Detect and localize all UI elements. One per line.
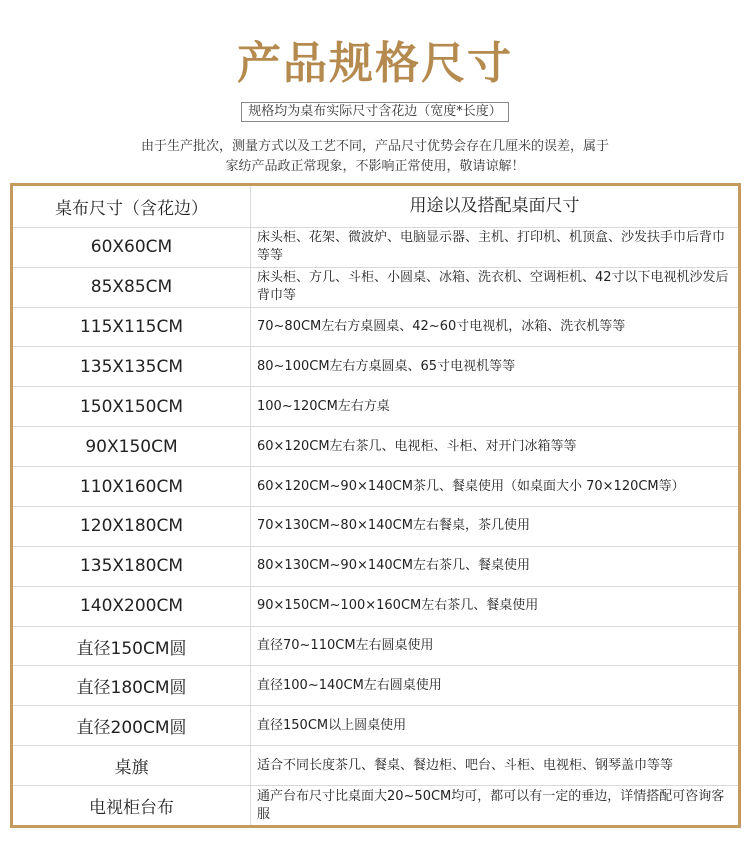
use-cell: 100~120CM左右方桌	[257, 398, 390, 414]
table-row	[13, 507, 738, 547]
use-cell: 直径100~140CM左右圆桌使用	[257, 677, 442, 693]
table-row	[13, 627, 738, 667]
table-row	[13, 587, 738, 627]
size-cell: 150X150CM	[13, 387, 251, 426]
size-cell: 115X115CM	[13, 308, 251, 347]
subtitle-wrap	[0, 100, 750, 122]
size-cell: 直径180CM圆	[13, 666, 251, 705]
size-cell: 90X150CM	[13, 427, 251, 466]
size-cell: 110X160CM	[13, 467, 251, 506]
table-row	[13, 228, 738, 268]
use-cell: 通产台布尺寸比桌面大20~50CM均可，都可以有一定的垂边，详情搭配可咨询客服	[257, 788, 725, 822]
use-cell: 70~80CM左右方桌圆桌、42~60寸电视机，冰箱、洗衣机等等	[257, 319, 626, 335]
size-cell: 60X60CM	[13, 228, 251, 267]
table-row	[13, 427, 738, 467]
use-cell: 适合不同长度茶几、餐桌、餐边柜、吧台、斗柜、电视柜、钢琴盖巾等等	[257, 757, 674, 773]
use-cell: 60×120CM左右茶几、电视柜、斗柜、对开门冰箱等等	[257, 438, 577, 454]
header-use: 用途以及搭配桌面尺寸	[409, 196, 580, 217]
table-row	[13, 347, 738, 387]
size-cell: 135X135CM	[13, 347, 251, 386]
table-row	[13, 268, 738, 308]
table-row	[13, 706, 738, 746]
table-row	[13, 547, 738, 587]
size-cell: 140X200CM	[13, 587, 251, 626]
size-cell: 桌旗	[13, 746, 251, 785]
use-cell: 床头柜、方几、斗柜、小圆桌、冰箱、洗衣机、空调柜机、42寸以下电视机沙发后背巾等	[257, 270, 729, 304]
use-cell: 60×120CM~90×140CM茶几、餐桌使用（如桌面大小 70×120CM等）	[257, 478, 685, 494]
table-header-row	[13, 186, 738, 228]
use-cell: 直径70~110CM左右圆桌使用	[257, 638, 434, 654]
table-row	[13, 467, 738, 507]
use-cell: 80~100CM左右方桌圆桌、65寸电视机等等	[257, 358, 516, 374]
table-row	[13, 308, 738, 348]
table-row	[13, 666, 738, 706]
header-size: 桌布尺寸（含花边）	[13, 186, 251, 227]
size-cell: 85X85CM	[13, 268, 251, 307]
note-line-1: 由于生产批次，测量方式以及工艺不同，产品尺寸优势会存在几厘米的误差，属于	[140, 139, 609, 154]
use-cell: 直径150CM以上圆桌使用	[257, 717, 407, 733]
size-cell: 直径150CM圆	[13, 627, 251, 666]
size-cell: 120X180CM	[13, 507, 251, 546]
subtitle-box: 规格均为桌布实际尺寸含花边（宽度*长度）	[241, 102, 509, 122]
use-cell: 70×130CM~80×140CM左右餐桌，茶几使用	[257, 518, 530, 534]
use-cell: 床头柜、花架、微波炉、电脑显示器、主机、打印机、机顶盒、沙发扶手巾后背巾等等	[257, 230, 726, 264]
table-row	[13, 746, 738, 786]
table-row	[13, 786, 738, 825]
table-row	[13, 387, 738, 427]
size-cell: 135X180CM	[13, 547, 251, 586]
size-cell: 电视柜台布	[13, 786, 251, 825]
size-table	[10, 183, 741, 828]
disclaimer-note	[60, 137, 690, 177]
size-cell: 直径200CM圆	[13, 706, 251, 745]
note-line-2: 家纺产品政正常现象，不影响正常使用，敬请谅解！	[225, 159, 525, 174]
use-cell: 90×150CM~100×160CM左右茶几、餐桌使用	[257, 598, 539, 614]
use-cell: 80×130CM~90×140CM左右茶几、餐桌使用	[257, 558, 530, 574]
page-title: 产品规格尺寸	[237, 38, 513, 89]
